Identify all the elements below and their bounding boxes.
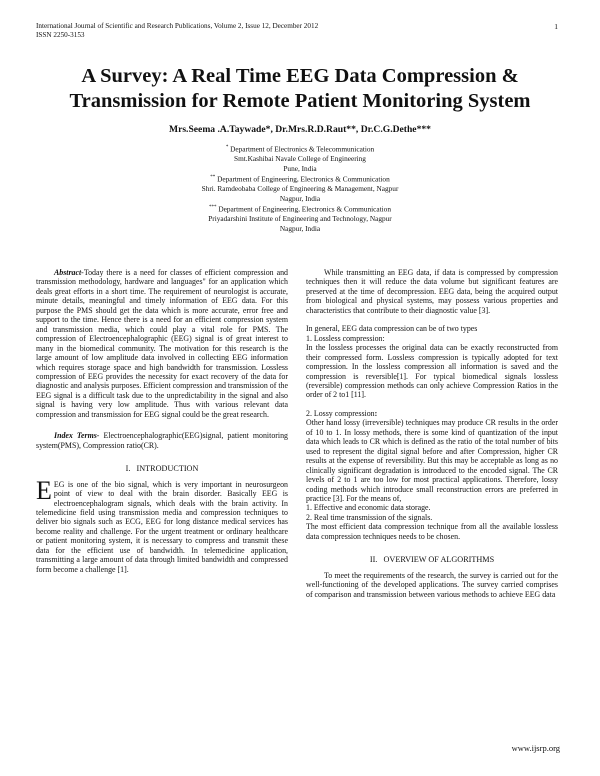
affil-3-inst: Priyadarshini Institute of Engineering and Technology, Nagpur [208,214,392,224]
journal-line: International Journal of Scientific and Research Publications, Volume 2, Issue 12, December 2012 [36,22,319,30]
index-terms-lead: Index Terms- [54,431,100,441]
left-column [36,268,288,574]
affil-2-inst: Shri. Ramdeobaba College of Engineering & Management, Nagpur [201,184,399,194]
issn-line: ISSN 2250-3153 [36,31,85,39]
right-paragraph-2: In general, EEG data compression can be of two types [306,324,478,334]
right-paragraph-1: While transmitting an EEG data, if data is compressed by compression techniques then it will reduce the data volume but significant features are preserved at the time of decompression. EEG data, being the acquired output from biological and physical systems, may possess various properties and characteristics that contribute to their diagnostic value [3]. [306,268,558,315]
affil-mark-2: ** [210,175,216,181]
affil-2-dept: Department of Engineering, Electronics & Communication [217,174,390,184]
affiliations [140,143,460,234]
affil-1-city: Pune, India [283,163,317,173]
affil-2-city: Nagpur, India [279,193,321,203]
abstract [36,268,288,419]
section-title: INTRODUCTION [136,464,199,474]
abstract-lead: Abstract- [54,268,84,277]
title-line-2: Transmission for Remote Patient Monitoring System [69,90,531,112]
lossless-text: In the lossless processes the original data can be exactly reconstructed from their compressed form. Lossless compression is typically adopted for text compression. In the lossless compression all information is saved and the compression is reversible[1]. For typical biomedical signals lossless (reversible) compression methods can only achieve Compression Ratios in the order of 2 to1 [11]. [306,343,558,400]
right-paragraph-after: The most efficient data compression technique from all the available lossless data compression techniques needs to be chosen. [306,522,558,541]
affiliation-1 [140,143,460,154]
affil-mark-1: * [225,145,229,150]
author-list: Mrs.Seema .A.Taywade*, Dr.Mrs.R.D.Raut**, Dr.C.G.Dethe*** [169,124,431,135]
running-head [36,22,556,40]
overview-text: To meet the requirements of the research, the survey is carried out for the well-functioning of the developed applications. The survey carried comprises of comparison and transmission between various methods to achieve EEG data [306,570,558,599]
affil-3-dept: Department of Engineering, Electronics & Communication [218,204,391,214]
intro-text: EG is one of the bio signal, which is very important in neurosurgeon point of view to deal with the brain disorder. Basically EEG is electroencephalogram signals, which deals with the brain activity. In telemedicine field using transmission media and compression techniques to deliver bio signals such as ECG, EEG for long distance medical services has become reality and challenge. For the urgent treatment or ordinary healthcare or patient monitoring system, it is necessary to compress and transmit these data for the efficient use of bandwidth. In telemedicine application, transmitting a large amount of data through limited bandwidth and compressed form become a challenge [1]. [36,479,288,574]
lossy-text: Other hand lossy (irreversible) techniques may produce CR results in the order of 10 to 1. In lossy methods, there is some kind of quantization of the input data which leads to CR which is defined as the ratio of the total number of bits used to represent the digital signal before and after Compression, higher CR results at the expense of reversibility. But this may be acceptable as long as no clinically significant degradation is introduced to the encoded signal. The CR levels of 2 to 1 are too low for most practical applications. Therefore, lossy coding methods which introduce small reconstruction errors are preferred in practice [3]. For the means of, [306,418,558,503]
footer-url: www.ijsrp.org [511,743,560,753]
lossy-heading [306,409,558,418]
section-heading-overview [306,555,558,564]
page-number: 1 [554,22,558,31]
affil-mark-3: *** [209,205,217,211]
title-line-1: A Survey: A Real Time EEG Data Compression & [81,65,519,87]
affil-3-city: Nagpur, India [279,224,321,234]
section-number: I. [125,464,131,474]
index-terms [36,431,288,450]
affiliation-2 [140,173,460,184]
lossless-heading: 1. Lossless compression: [306,333,385,343]
index-terms-text: Electroencephalographic(EEG)signal, patient monitoring system(PMS), Compression ratio(CR). [36,431,288,450]
lossy-colon: : [374,408,378,418]
abstract-text: Today there is a need for classes of efficient compression and transmission methodology, hardware and languages" for an application which deals great efforts in a short time. The requirement of neurologist is accurate, minute details, meaningful and timely information of EEG data. For this purpose the PMS should get the data which is more accurate, error free and support to the time. Hence there is a need for an efficient compression system and transmission media, which could play a vital role for PMS. The compression of Electroencephalographic (EEG) signal is of great interest to many in the biomedical community. The motivation for this research is the large amount of low amplitude data involved in collecting EEG information which requires storage space and high bandwidth for transmission. Lossless compression of EEG provides the necessity for exact recovery of the data for diagnostic and analysis purposes. Efficient compression and transmission of the EEG signal is a difficult task due to the unpredictability in the signal and also signal is having very low amplitude. Thus with various relevant data compression and transmission for EEG signal could be the great research. [36,268,288,419]
paper-title [40,64,560,114]
intro-paragraph [36,475,288,575]
affil-1-inst: Smt.Kashibai Navale College of Engineering [234,154,366,164]
affiliation-3 [140,203,460,214]
drop-cap: E [36,475,52,505]
right-column [306,268,558,599]
section-heading-introduction [36,464,288,473]
affil-1-dept: Department of Electronics & Telecommunication [230,144,375,154]
section-2-number: II. [369,555,378,565]
list-item-1: 1. Effective and economic data storage. [306,503,431,513]
section-2-title: OVERVIEW OF ALGORITHMS [383,555,495,565]
lossy-heading-text: 2. Lossy compression [306,408,375,418]
list-item-2: 2. Real time transmission of the signals. [306,512,433,522]
